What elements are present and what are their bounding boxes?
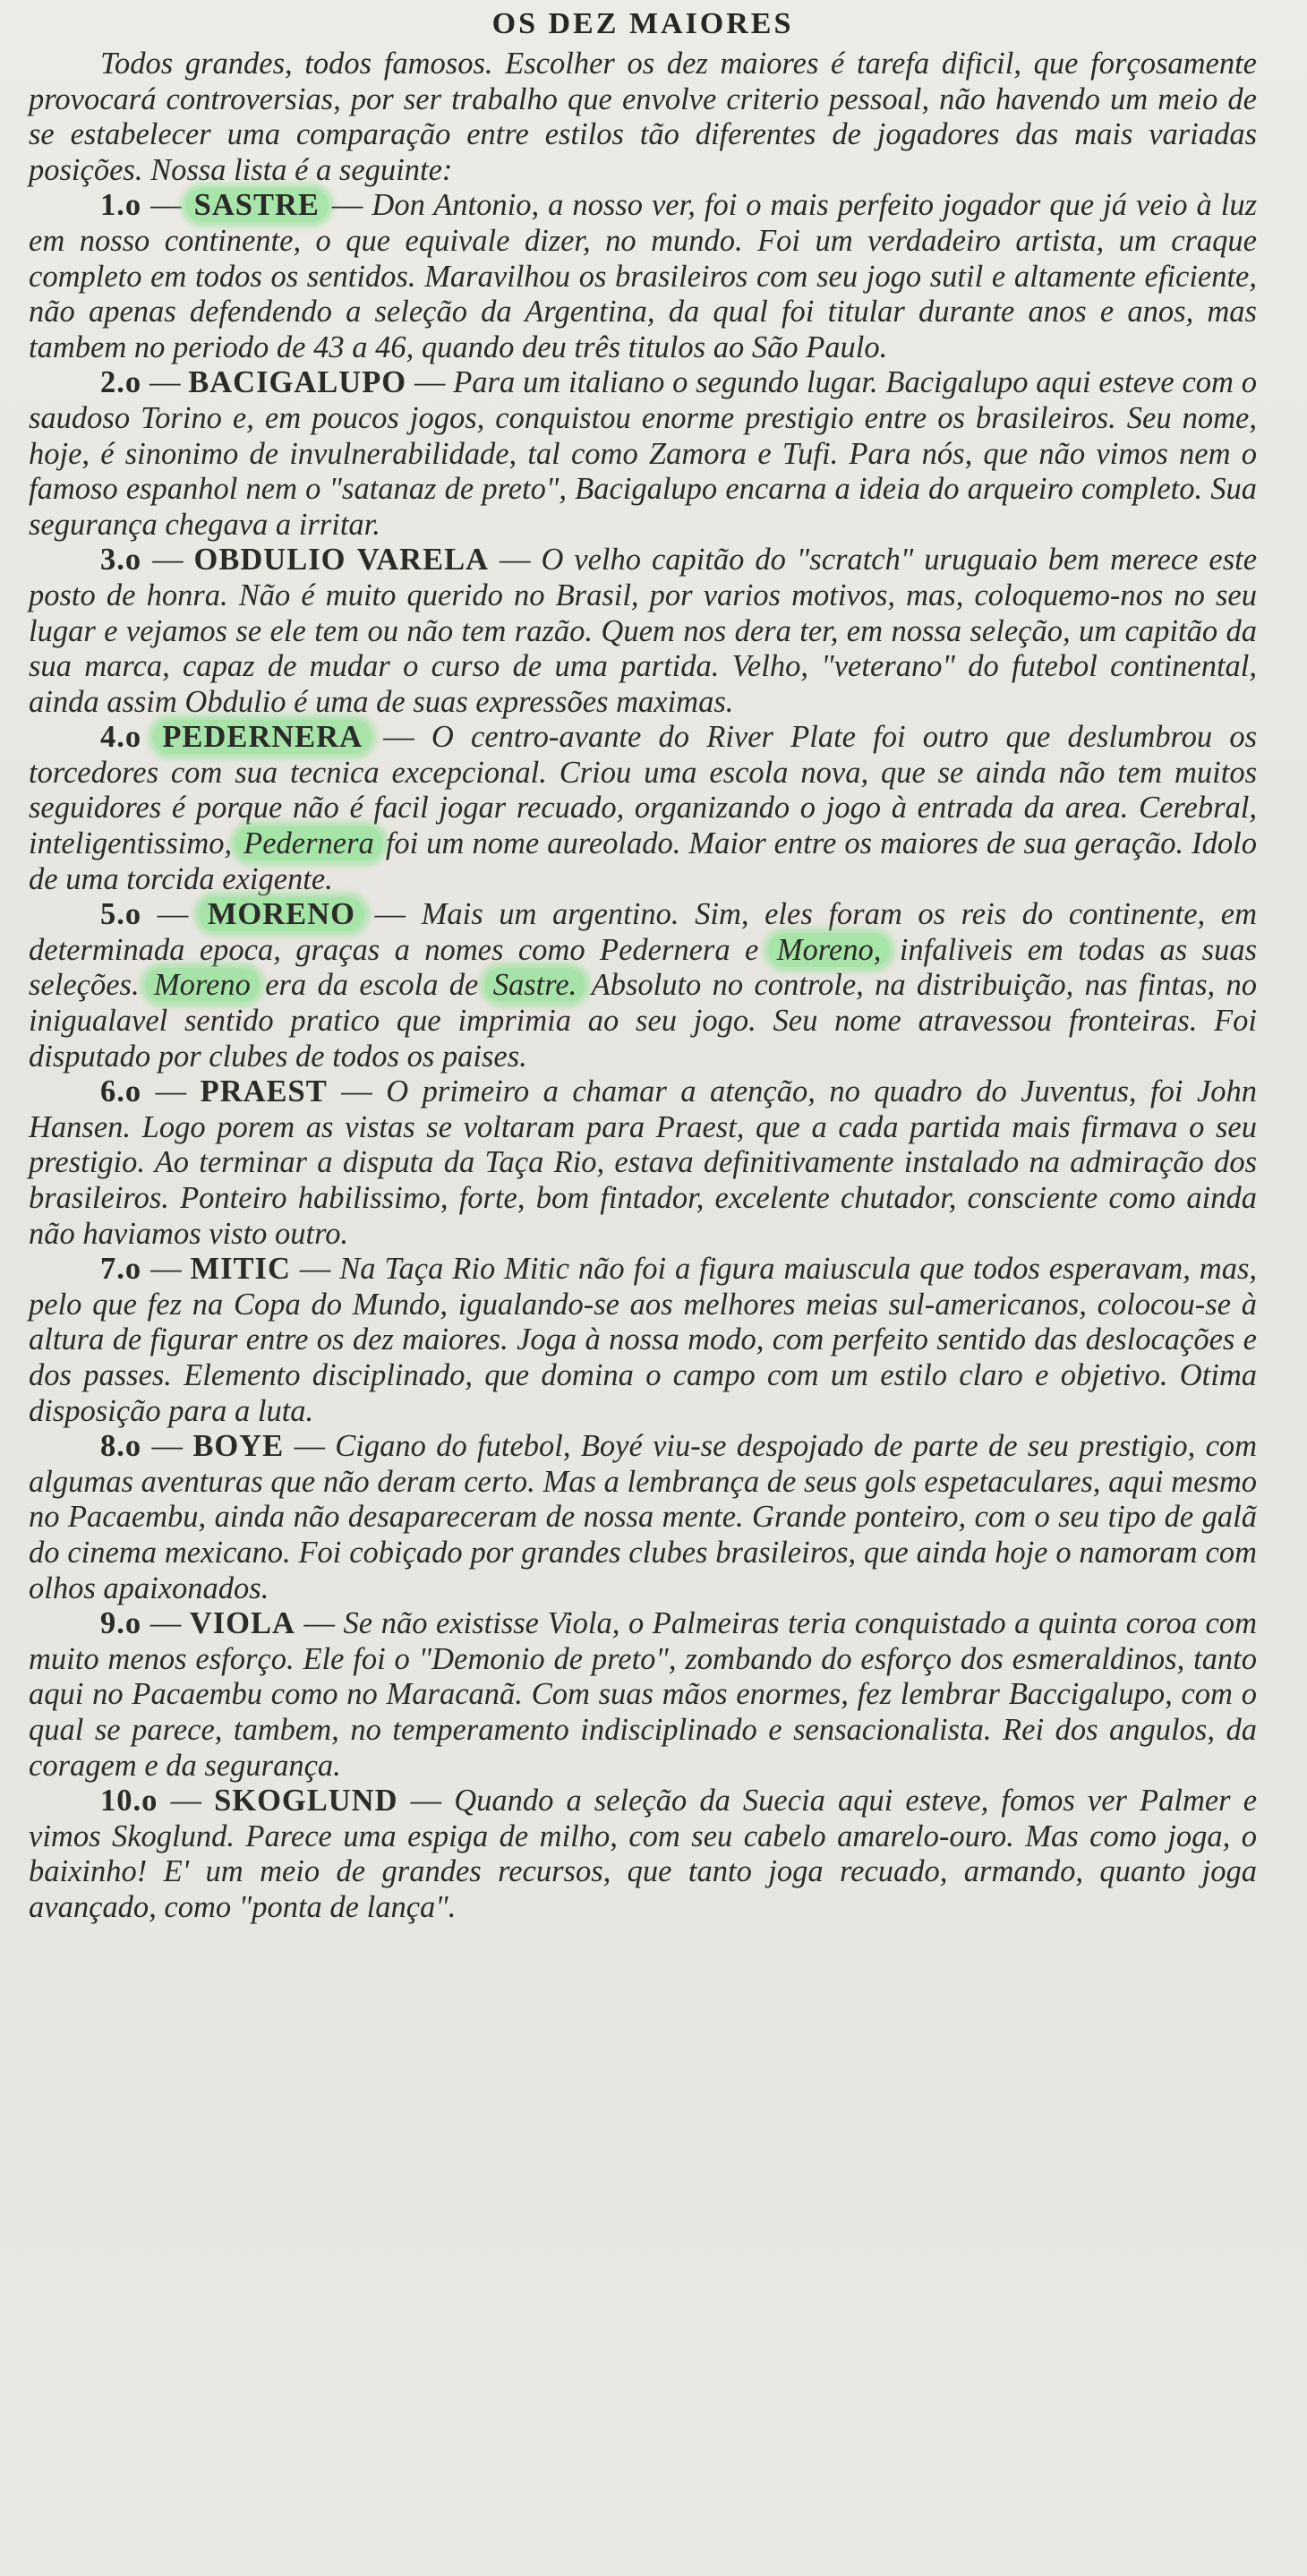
entry-number: 2.o xyxy=(100,365,142,400)
entry-text: era da escola de xyxy=(265,968,479,1003)
entry-dash: — xyxy=(374,897,406,932)
player-entry-9 xyxy=(29,1606,1257,1784)
entry-dash: — xyxy=(410,1784,442,1819)
entry-text: Quando a seleção da Suecia aqui esteve, fomos ver Palmer e vimos Skoglund. Parece uma espiga de milho, com seu cabelo amarelo-ouro. Mas como joga, o baixinho! E' um meio de grandes recursos, que tanto joga recuado, armando, quanto joga avançado, como "ponta de lança". xyxy=(29,1784,1258,1924)
entry-text: Na Taça Rio Mitic não foi a figura maiuscula que todos esperavam, mas, pelo que fez na Copa do Mundo, igualando-se aos melhores meias sul-americanos, colocou-se à altura de figurar entre os dez maiores. Joga à nossa modo, com perfeito sentido das deslocações e dos passes. Elemento disciplinado, que domina o campo com um estilo claro e objetivo. Otima disposição para a luta. xyxy=(29,1252,1257,1428)
entry-dash: — xyxy=(331,188,363,223)
player-name-highlighted: MORENO xyxy=(199,897,364,931)
player-name: MITIC xyxy=(190,1252,291,1287)
entry-dash: — xyxy=(170,1784,201,1819)
player-name: BOYE xyxy=(192,1429,285,1464)
player-entry-6 xyxy=(29,1074,1257,1252)
entry-dash: — xyxy=(383,720,414,755)
entry-text: O velho capitão do "scratch" uruguaio bem merece este posto de honra. Não é muito querido no Brasil, por varios motivos, mas, coloquemo-nos no seu lugar e vejamos se ele tem ou não tem razão. Quem nos dera ter, em nossa seleção, um capitão da sua marca, capaz de mudar o curso de uma partida. Velho, "veterano" do futebol continental, ainda assim Obdulio é uma de suas expressões maximas. xyxy=(29,543,1258,719)
player-name: VIOLA xyxy=(189,1606,295,1641)
player-name-highlighted: SASTRE xyxy=(185,188,329,222)
player-entry-7 xyxy=(29,1252,1257,1429)
entry-text: O centro-avante do River Plate foi outro que deslumbrou os torcedores com sua tecnica excepcional. Criou uma escola nova, que se ainda não tem muitos seguidores é porque não é facil jogar recuado, organizando o jogo à entrada da area. Cerebral, inteligentissimo, xyxy=(29,720,1258,861)
article-title: OS DEZ MAIORES xyxy=(491,7,794,40)
entry-number: 5.o xyxy=(100,897,142,932)
highlighted-name: Moreno xyxy=(145,968,260,1002)
highlighted-name: Moreno, xyxy=(768,933,891,967)
entry-dash: — xyxy=(150,1252,182,1287)
highlighted-name: Pedernera xyxy=(235,826,383,860)
player-name: BACIGALUPO xyxy=(188,365,407,400)
entry-dash: — xyxy=(299,1252,331,1287)
entry-text: Para um italiano o segundo lugar. Bacigalupo aqui esteve com o saudoso Torino e, em poucos jogos, conquistou enorme prestigio entre os brasileiros. Seu nome, hoje, é sinonimo de invulnerabilidade, tal como Zamora e Tufi. Para nós, que não vimos nem o famoso espanhol nem o "satanaz de preto", Bacigalupo encarna a ideia do arqueiro completo. Sua segurança chegava a irritar. xyxy=(29,365,1258,542)
entry-number: 4.o xyxy=(100,720,142,755)
entry-dash: — xyxy=(150,188,182,223)
player-entry-2 xyxy=(29,365,1257,543)
player-entry-4 xyxy=(29,720,1257,897)
entry-dash: — xyxy=(499,543,531,578)
entry-dash: — xyxy=(341,1074,372,1109)
entry-number: 1.o xyxy=(100,188,142,223)
entry-number: 6.o xyxy=(100,1074,142,1109)
entry-number: 8.o xyxy=(100,1429,142,1464)
player-name: SKOGLUND xyxy=(214,1784,398,1819)
entry-text: foi um nome aureolado. Maior entre os maiores de sua geração. Idolo de uma torcida exigente. xyxy=(29,826,1258,896)
entry-dash: — xyxy=(149,1606,182,1641)
player-entry-8 xyxy=(29,1429,1257,1606)
entry-text: Don Antonio, a nosso ver, foi o mais perfeito jogador que já veio à luz em nosso continente, o que equivale dizer, no mundo. Foi um verdadeiro artista, um craque completo em todos os sentidos. Maravilhou os brasileiros com seu jogo sutil e altamente eficiente, não apenas defendendo a seleção da Argentina, da qual foi titular durante anos e anos, mas tambem no periodo de 43 a 46, quando deu três titulos ao São Paulo. xyxy=(29,188,1258,364)
player-name: OBDULIO VARELA xyxy=(193,543,490,578)
entry-text: infaliveis em todas as suas seleções. xyxy=(29,932,1258,1003)
player-name-highlighted: PEDERNERA xyxy=(153,720,372,754)
entry-text: Mais um argentino. Sim, eles foram os reis do continente, em determinada epoca, graças a nomes como Pedernera e xyxy=(29,897,1257,967)
entry-dash: — xyxy=(152,543,184,578)
player-entry-10 xyxy=(29,1784,1257,1925)
entry-dash: — xyxy=(157,897,189,932)
highlighted-name: Sastre. xyxy=(484,968,586,1002)
article xyxy=(29,0,1257,1925)
entry-dash: — xyxy=(294,1429,325,1464)
entry-dash: — xyxy=(303,1606,335,1641)
entry-number: 9.o xyxy=(100,1606,142,1641)
player-entry-1 xyxy=(29,188,1257,365)
entry-text: Cigano do futebol, Boyé viu-se despojado de parte de seu prestigio, com algumas aventuras que não deram certo. Mas a lembrança de seus gols espetaculares, aqui mesmo no Pacaembu, ainda não desapareceram de nossa mente. Grande ponteiro, com o seu tipo de galã do cinema mexicano. Foi cobiçado por grandes clubes brasileiros, que ainda hoje o namoram com olhos apaixonados. xyxy=(29,1429,1258,1605)
entry-dash: — xyxy=(149,365,181,400)
player-name: PRAEST xyxy=(200,1074,328,1109)
article-intro: Todos grandes, todos famosos. Escolher os dez maiores é tarefa dificil, que forçosamente provocará controversias, por ser trabalho que envolve criterio pessoal, não havendo um meio de se estabelecer uma comparação entre estilos tão diferentes de jogadores das mais variadas posições. Nossa lista é a seguinte: xyxy=(29,47,1257,187)
entry-number: 7.o xyxy=(100,1252,142,1287)
player-entry-5 xyxy=(29,897,1257,1074)
entry-text: Se não existisse Viola, o Palmeiras teria conquistado a quinta coroa com muito menos esforço. Ele foi o "Demonio de preto", zombando do esforço dos esmeraldinos, tanto aqui no Pacaembu como no Maracanã. Com suas mãos enormes, fez lembrar Baccigalupo, com o qual se parece, tambem, no temperamento indisciplinado e sensacionalista. Rei dos angulos, da coragem e da segurança. xyxy=(29,1606,1257,1783)
entry-number: 3.o xyxy=(100,543,142,578)
entry-text: Absoluto no controle, na distribuição, nas fintas, no inigualavel sentido pratico que imprimia ao seu jogo. Seu nome atravessou fronteiras. Foi disputado por clubes de todos os paises. xyxy=(29,968,1257,1074)
entry-dash: — xyxy=(414,365,446,400)
entry-text: O primeiro a chamar a atenção, no quadro do Juventus, foi John Hansen. Logo porem as vistas se voltaram para Praest, que a cada partida mais firmava o seu prestigio. Ao terminar a disputa da Taça Rio, estava definitivamente instalado na admiração dos brasileiros. Ponteiro habilissimo, forte, bom fintador, excelente chutador, consciente como ainda não haviamos visto outro. xyxy=(29,1074,1258,1251)
entry-dash: — xyxy=(151,1429,183,1464)
entry-number: 10.o xyxy=(100,1784,158,1819)
entry-dash: — xyxy=(155,1074,187,1109)
player-entry-3 xyxy=(29,543,1257,720)
